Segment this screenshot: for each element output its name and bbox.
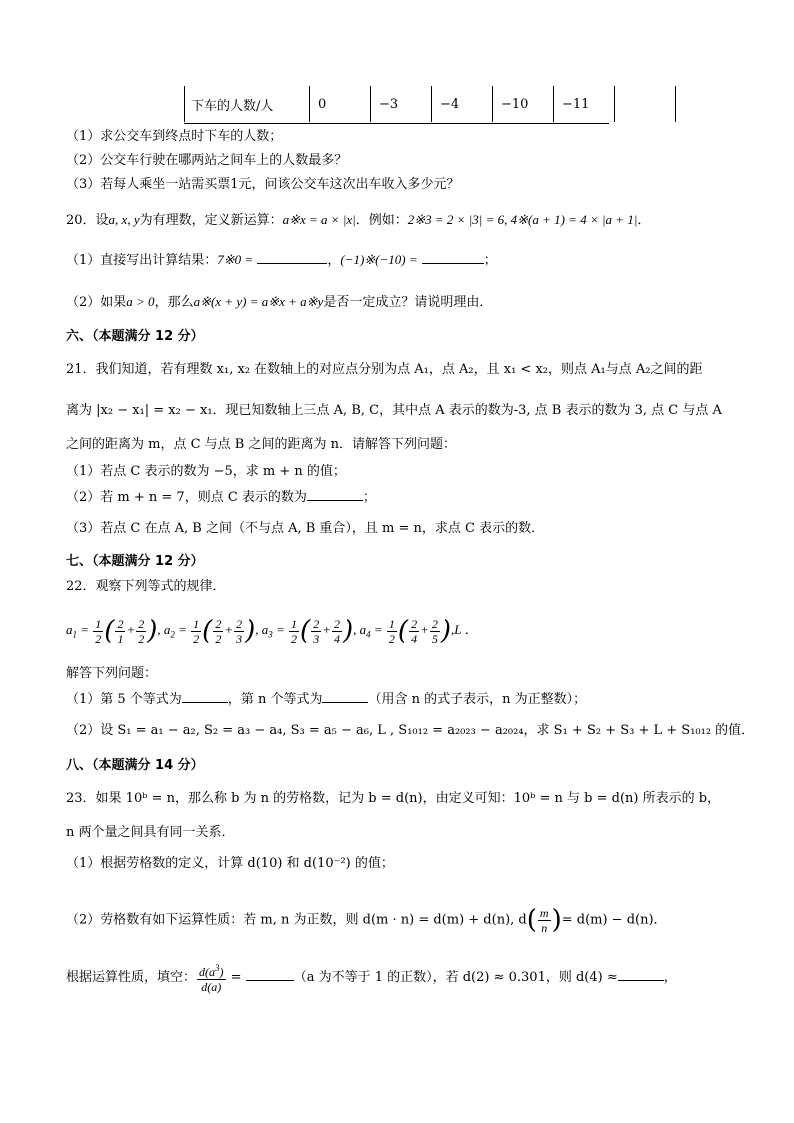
q20-definition: a※x = a × |x| xyxy=(282,212,356,227)
q21-line2: 离为 |x₂ − x₁| = x₂ − x₁．现已知数轴上三点 A, B, C，其中点 A 表示的数为-3, 点 B 表示的数为 3, 点 C 与点 A xyxy=(66,403,722,418)
q19-part2: （2）公交车行驶在哪两站之间车上的人数最多？ xyxy=(66,153,348,168)
q22-part1-text: （1）第 5 个等式为 xyxy=(66,692,182,707)
q20-part2 xyxy=(66,293,492,312)
q20-example: 2※3 = 2 × |3| = 6, 4※(a + 1) = 4 × |a + 1| xyxy=(407,212,638,227)
q22-ellipsis: ,L ． xyxy=(451,622,478,637)
answer-blank[interactable] xyxy=(422,251,484,264)
q22-answer-intro: 解答下列问题： xyxy=(66,666,158,681)
q23-part3-text2: （a 为不等于 1 的正数），若 d(2) ≈ 0.301，则 d(4) ≈ xyxy=(293,970,618,985)
answer-blank[interactable] xyxy=(246,968,294,981)
q20-part1-text: （1）直接写出计算结果： xyxy=(66,253,218,268)
q23-part2-text: （2）劳格数有如下运算性质：若 m, n 为正数，则 d(m · n) = d(m) + d(n), d xyxy=(66,912,527,928)
q23-part3: 根据运算性质，填空： $\frac{d(a^3)}{d(a)}$ = （a 为不等于 1 的正数），若 d(2) ≈ 0.301，则 d(4) ≈ ， xyxy=(66,963,677,994)
answer-blank[interactable] xyxy=(257,251,327,264)
section-seven-title: 七、（本题满分 12 分） xyxy=(66,554,204,569)
q20-stem: 20．设a, x, y为有理数，定义新运算：a※x = a × |x|．例如：2※3 = 2 × |3| = 6, 4※(a + 1) = 4 × |a + 1|． xyxy=(66,212,651,228)
q20-label: 20．设 xyxy=(66,213,109,228)
q23-part2-text2: = d(m) − d(n)． xyxy=(561,912,667,928)
q22-part2: （2）设 S₁ = a₁ − a₂, S₂ = a₃ − a₄, S₃ = a₅ − a₆, L , S₁₀₁₂ = a₂₀₂₃ − a₂₀₂₄，求 S₁ + S₂ + S₃ + L + S₁₀₁₂ 的值． xyxy=(66,723,755,738)
section-eight-title: 八、（本题满分 14 分） xyxy=(66,758,204,773)
table-row xyxy=(185,86,676,122)
q21-part2 xyxy=(66,488,376,507)
q20-vars: a, x, y xyxy=(108,212,140,227)
q22-part1-text3: （用含 n 的式子表示，n 为正整数）； xyxy=(368,692,587,707)
q23-part1: （1）根据劳格数的定义，计算 d(10) 和 d(10⁻²) 的值； xyxy=(66,856,394,871)
q20-part2-text: （2）如果 xyxy=(66,295,127,310)
table-cell: −4 xyxy=(432,86,493,122)
q21-part2-text: （2）若 m + n = 7，则点 C 表示的数为 xyxy=(66,490,307,505)
q21-line1: 21．我们知道，若有理数 x₁, x₂ 在数轴上的对应点分别为点 A₁，点 A₂，且 x₁ < x₂，则点 A₁与点 A₂之间的距 xyxy=(66,362,703,377)
q20-part2-condition: a > 0 xyxy=(126,294,155,309)
q23-fraction: $\frac{d(a^3)}{d(a)}$ xyxy=(199,963,224,994)
answer-blank[interactable] xyxy=(618,968,664,981)
table-cell: −3 xyxy=(371,86,432,122)
table-cell: −10 xyxy=(493,86,554,122)
q23-part3-end: ， xyxy=(663,970,677,985)
table-row-label: 下车的人数/人 xyxy=(185,86,310,122)
q21-part1: （1）若点 C 表示的数为 −5，求 m + n 的值； xyxy=(66,464,346,479)
q22-sequence: $a_1$ = $\frac{1}{2}$ ( $\frac{2}{1}$ + $\frac{2}{2}$ ), $a_2$ = $\frac{1}{2}$ ( $\frac{2}{2}$ + $\frac{2}{3}$ ), $a_3$ = $\frac{1}{2}$ ( $\frac{2}{3}$ + $\frac{2}{4}$ ), $a_4$ = $\frac{1}{2}$ ( $\frac{2}{4}$ + $\frac{2}{5}$ ),L ． xyxy=(66,616,478,647)
q19-part3: （3）若每人乘坐一站需买票1元，问该公交车这次出车收入多少元？ xyxy=(66,177,460,192)
table-cell xyxy=(615,86,676,122)
q20-part2-expr: a※(x + y) = a※x + a※y xyxy=(193,294,324,309)
q20-part1-expr1: 7※0 = xyxy=(217,252,254,267)
q20-part1-expr2: (−1)※(−10) = xyxy=(340,252,418,267)
q23-part3-text: 根据运算性质，填空： xyxy=(66,970,197,985)
q20-part2-text3: 是否一定成立？请说明理由． xyxy=(323,295,493,310)
q20-part1-sep: ， xyxy=(327,253,341,268)
section-six-title: 六、（本题满分 12 分） xyxy=(66,329,204,344)
bus-passenger-table xyxy=(184,86,676,122)
q20-part1 xyxy=(66,251,497,270)
table-bottom-rule xyxy=(184,123,609,124)
q21-part3: （3）若点 C 在点 A, B 之间（不与点 A, B 重合），且 m = n，求点 C 表示的数． xyxy=(66,521,545,536)
answer-blank[interactable] xyxy=(322,690,368,703)
q19-part1: （1）求公交车到终点时下车的人数； xyxy=(66,129,283,144)
answer-blank[interactable] xyxy=(182,690,228,703)
q22-part1 xyxy=(66,690,586,709)
q20-part1-end: ； xyxy=(483,253,497,268)
table-cell: −11 xyxy=(554,86,615,122)
q21-part2-end: ； xyxy=(362,490,376,505)
answer-blank[interactable] xyxy=(307,488,363,501)
table-cell: 0 xyxy=(310,86,371,122)
q22-stem: 22．观察下列等式的规律． xyxy=(66,579,226,594)
q23-line1: 23．如果 10ᵇ = n，那么称 b 为 n 的劳格数，记为 b = d(n)，由定义可知：10ᵇ = n 与 b = d(n) 所表示的 b， xyxy=(66,791,721,806)
q23-line2: n 两个量之间具有同一关系． xyxy=(66,825,235,840)
q20-stem-text: 为有理数，定义新运算： xyxy=(139,213,283,228)
q20-example-label: ．例如： xyxy=(355,213,408,228)
q23-part2: （2）劳格数有如下运算性质：若 m, n 为正数，则 d(m · n) = d(m) + d(n), d( $\frac{m}{n}$ )= d(m) − d(n)． xyxy=(66,905,667,935)
q20-part2-text2: ，那么 xyxy=(154,295,194,310)
q21-line3: 之间的距离为 m，点 C 与点 B 之间的距离为 n．请解答下列问题： xyxy=(66,437,456,452)
q22-part1-text2: ，第 n 个等式为 xyxy=(227,692,323,707)
